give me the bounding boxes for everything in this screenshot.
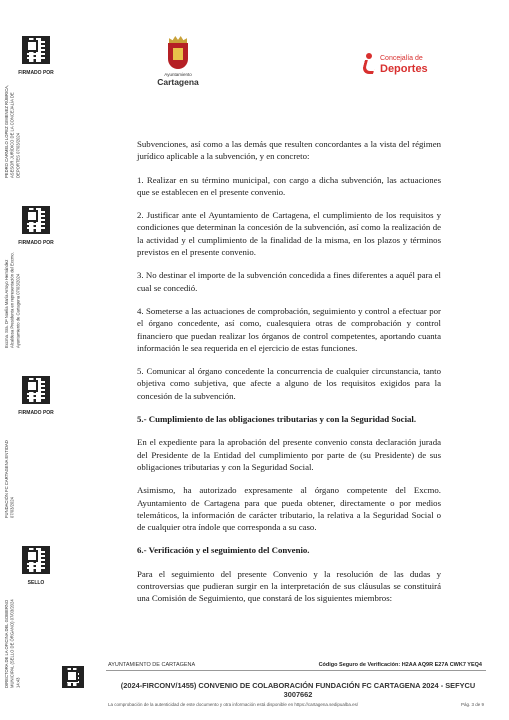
paragraph: Subvenciones, así como a las demás que resulten concordantes a la vista del régimen jurídico aplicable a la subvención, y en concreto: (137, 139, 441, 162)
footer-divider (106, 670, 486, 671)
qr-code-icon (22, 546, 50, 574)
footer-title: (2024-FIRCONV/1455) CONVENIO DE COLABORACIÓN FUNDACIÓN FC CARTAGENA 2024 - SEFYCU 3007662 (120, 681, 476, 699)
qr-code-icon (22, 36, 50, 64)
paragraph: 1. Realizar en su término municipal, con cargo a dicha subvención, las actuaciones que se establecen en el presente convenio. (137, 174, 441, 197)
signature-sidebar (0, 0, 72, 720)
paragraph: 3. No destinar el importe de la subvención concedida a fines diferentes a aquél para el cual se concedió. (137, 270, 441, 293)
logo-city-name: Cartagena (157, 77, 199, 87)
paragraph: 2. Justificar ante el Ayuntamiento de Cartagena, el cumplimiento de los requisitos y condiciones que determinan la concesión de la subvención, así como la realización de la actividad y el cumplimiento de la finalidad de la misma, en los plazos y términos previstos en el presente convenio. (137, 210, 441, 258)
crest-icon (165, 36, 191, 70)
signer-text: Excma. Sra. Dª Noelia María Arroyo Hernández Alcaldesa Presidenta en representación del Excmo. Ayuntamiento de Cartagena 07/03/2024 (4, 252, 21, 348)
verification-label: Código Seguro de Verificación: (318, 662, 401, 668)
dep-logo-title: Deportes (380, 63, 428, 75)
logo-subtitle: Ayuntamiento (164, 72, 192, 77)
section-heading: 6.- Verificación y el seguimiento del Convenio. (137, 545, 310, 556)
paragraph: En el expediente para la aprobación del presente convenio consta declaración jurada del Presidente de la Entidad del cumplimiento por parte de (su Presidente) de sus obligaciones tributarias y con la Seguridad Social. (137, 437, 441, 472)
seal-text: DIRECTORA DE LA OFICINA DEL GOBIERNO MUNICIPAL (SELLO DE ÓRGANO) 07/03/2024 14:43 (4, 599, 21, 688)
qr-code-icon (22, 376, 50, 404)
signed-by-label: FIRMADO POR (18, 240, 54, 246)
qr-code-icon (22, 206, 50, 234)
signed-by-label: FIRMADO POR (18, 410, 54, 416)
page-footer (62, 658, 492, 714)
athlete-icon (362, 53, 376, 75)
verification-value: H2AA AQ9R E27A CWK7 YEQ4 (401, 662, 482, 668)
ayuntamiento-logo (148, 36, 208, 87)
paragraph: 5. Comunicar al órgano concedente la concurrencia de cualquier circunstancia, tanto objetiva como subjetiva, que afecte a alguno de los requisitos exigidos para la concesión de la subvención. (137, 366, 441, 401)
paragraph: 4. Someterse a las actuaciones de comprobación, seguimiento y control a efectuar por el órgano concedente, así como, cualesquiera otras de comprobación y control financiero que puedan realizar los órganos de control competentes, aportando cuanta información le sea requerida en el ejercicio de estas funciones. (137, 305, 441, 353)
signer-text: PEDRO CARMELO LOPEZ GIMENEZ RÚBRICA, ASESOR JURÍDICO DE LA CONCEJALÍA DE DEPORTES 07/03/2024 (4, 84, 21, 178)
signer-text: FUNDACIÓN FC CARTAGENA ENTIDAD 07/03/2024 (4, 440, 15, 518)
dep-logo-subtitle: Concejalía de (380, 55, 423, 62)
verification-code (319, 662, 482, 668)
section-heading: 5.- Cumplimiento de las obligaciones tributarias y con la Seguridad Social. (137, 414, 417, 425)
qr-code-icon (62, 666, 84, 688)
page-number: Pág. 3 de 9 (460, 702, 484, 707)
document-body (137, 138, 441, 616)
seal-label: SELLO (27, 580, 45, 586)
signed-by-label: FIRMADO POR (18, 70, 54, 76)
footer-org: AYUNTAMIENTO DE CARTAGENA (108, 662, 196, 668)
paragraph: Para el seguimiento del presente Convenio y la resolución de las dudas y controversias que pudieran surgir en la interpretación de sus cláusulas se constituirá una Comisión de Seguimiento, que constará de los siguientes miembros: (137, 568, 441, 604)
authenticity-note: La comprobación de la autenticidad de este documento y otra información está disponible en https://cartagena.sedipualba.es/ (108, 702, 359, 707)
deportes-logo (360, 51, 450, 81)
paragraph: Asimismo, ha autorizado expresamente al órgano competente del Excmo. Ayuntamiento de Cartagena para que pueda obtener, directamente o por medios telemáticos, la información de carácter tributario, la relativa a la Seguridad Social o de cualquier otra índole que corresponda a su caso. (137, 485, 441, 533)
